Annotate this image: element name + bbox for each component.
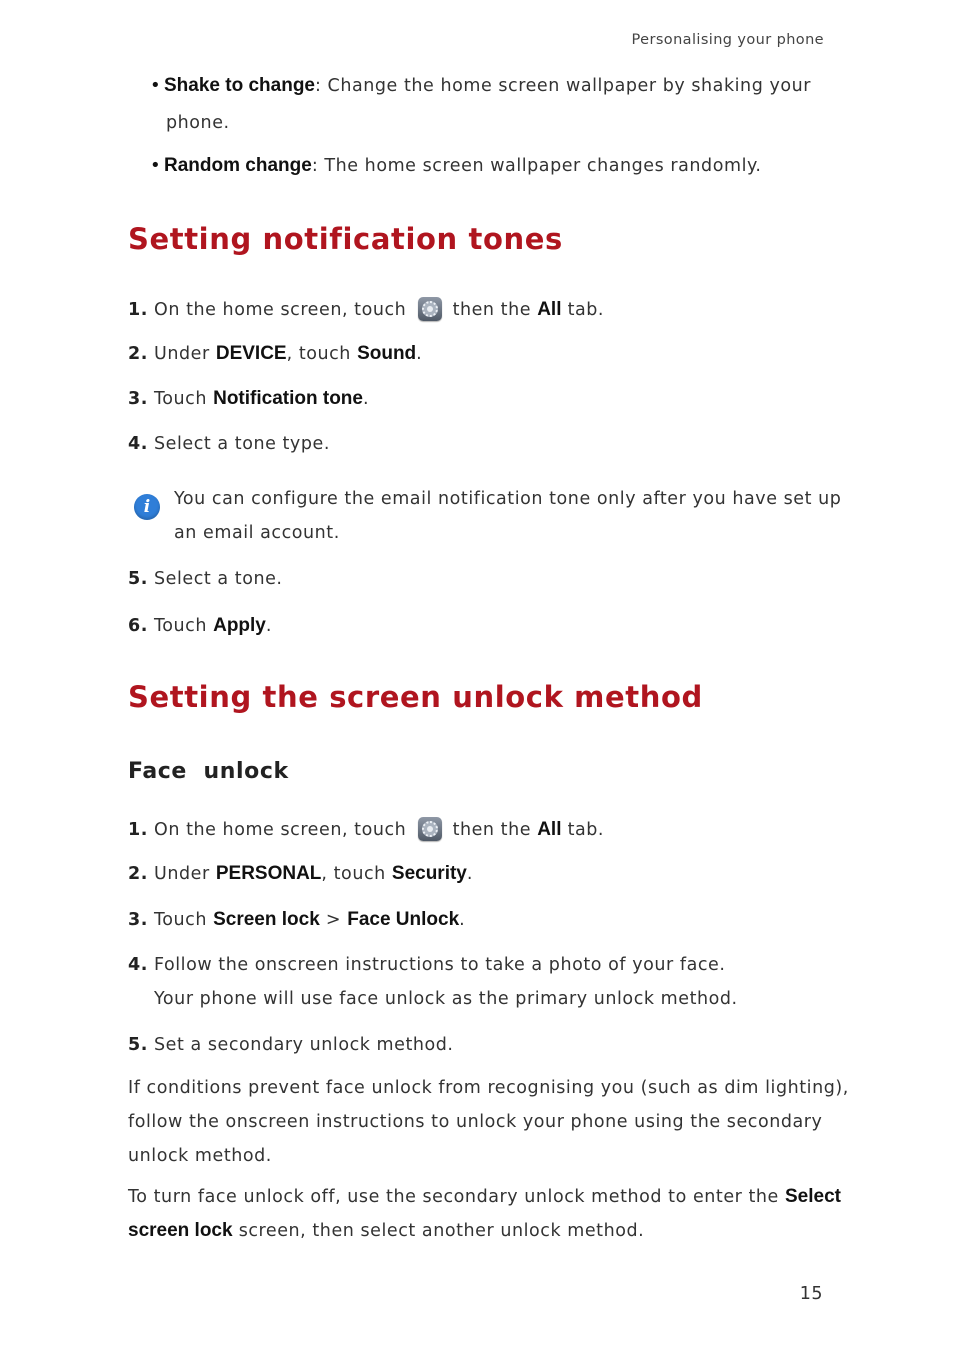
step-5 [128,569,283,589]
step-bold: Apply [213,615,266,636]
paragraph-line: unlock method. [128,1146,272,1166]
step-number: 4. [128,955,148,975]
paragraph-turn-off [128,1180,841,1248]
step-text: Touch [154,616,214,636]
bullet-dot-icon: • [150,155,162,176]
para-text: screen, then select another unlock method. [232,1221,645,1241]
step-number: 4. [128,434,148,454]
unlock-step-1 [128,817,604,841]
note-line-1: You can configure the email notification tone only after you have set up [174,489,842,509]
settings-icon [418,297,442,321]
unlock-step-4-line-2: Your phone will use face unlock as the primary unlock method. [154,989,738,1009]
step-text: tab. [561,820,605,840]
step-bold: Notification tone [213,388,363,409]
unlock-step-2 [128,863,473,885]
step-text: On the home screen, touch [154,300,407,320]
bullet-shake [150,75,811,97]
step-text: Set a secondary unlock method. [154,1035,454,1055]
step-bold: Security [391,863,467,884]
paragraph-line [128,1214,841,1248]
step-text: > [319,910,348,930]
step-number: 6. [128,616,148,636]
paragraph-line [128,1180,841,1214]
paragraph-line: If conditions prevent face unlock from recognising you (such as dim lighting), [128,1078,849,1098]
step-1 [128,297,604,321]
step-text: Follow the onscreen instructions to take a photo of your face. [154,955,726,975]
step-bold: Sound [357,343,417,364]
heading-notification-tones: Setting notification tones [128,222,563,256]
step-bold: Face Unlock [347,909,460,930]
step-number: 1. [128,300,148,320]
step-number: 3. [128,389,148,409]
step-bold: DEVICE [215,343,287,364]
step-text: tab. [561,300,605,320]
step-bold: All [537,299,562,320]
step-number: 5. [128,1035,148,1055]
step-text: Under [154,864,216,884]
page-number: 15 [799,1284,823,1304]
step-6 [128,615,272,637]
bullet-text: : The home screen wallpaper changes randomly. [311,156,762,176]
para-bold: Select [784,1186,841,1207]
bullet-term: Random change [164,155,312,176]
step-text: . [416,344,423,364]
step-number: 2. [128,864,148,884]
paragraph-conditions [128,1071,849,1173]
unlock-step-4 [128,955,725,975]
bullet-term: Shake to change [164,75,315,96]
step-text: Touch [154,389,214,409]
bullet-random [150,155,762,177]
bullet-continuation: phone. [166,113,230,133]
bullet-dot-icon: • [150,75,162,96]
unlock-step-3 [128,909,465,931]
note-line-2: an email account. [174,523,340,543]
step-number: 1. [128,820,148,840]
paragraph-line: follow the onscreen instructions to unlock your phone using the secondary [128,1112,823,1132]
step-text: Select a tone. [154,569,283,589]
step-text: . [466,864,473,884]
step-text: Under [154,344,216,364]
step-3 [128,388,369,410]
step-text: . [362,389,370,409]
step-text: . [265,616,272,636]
step-2 [128,343,422,365]
info-icon: i [134,494,160,520]
step-text: . [459,910,466,930]
step-text: then the [452,820,532,840]
step-text: Select a tone type. [154,434,330,454]
step-text: , touch [321,864,392,884]
heading-screen-unlock: Setting the screen unlock method [128,680,703,714]
bullet-text: : Change the home screen wallpaper by shaking your [315,76,812,96]
para-bold: screen lock [128,1220,233,1241]
subheading-face-unlock: Face unlock [128,759,289,784]
settings-icon [418,817,442,841]
step-text: , touch [286,344,358,364]
step-number: 3. [128,910,148,930]
running-header: Personalising your phone [631,32,824,48]
step-number: 5. [128,569,148,589]
step-text: Touch [154,910,214,930]
step-text: On the home screen, touch [154,820,407,840]
step-number: 2. [128,344,148,364]
unlock-step-5 [128,1035,454,1055]
para-text: To turn face unlock off, use the secondary unlock method to enter the [128,1187,785,1207]
step-4 [128,434,330,454]
step-bold: PERSONAL [215,863,322,884]
step-text: then the [452,300,532,320]
step-bold: Screen lock [213,909,320,930]
step-bold: All [537,819,562,840]
